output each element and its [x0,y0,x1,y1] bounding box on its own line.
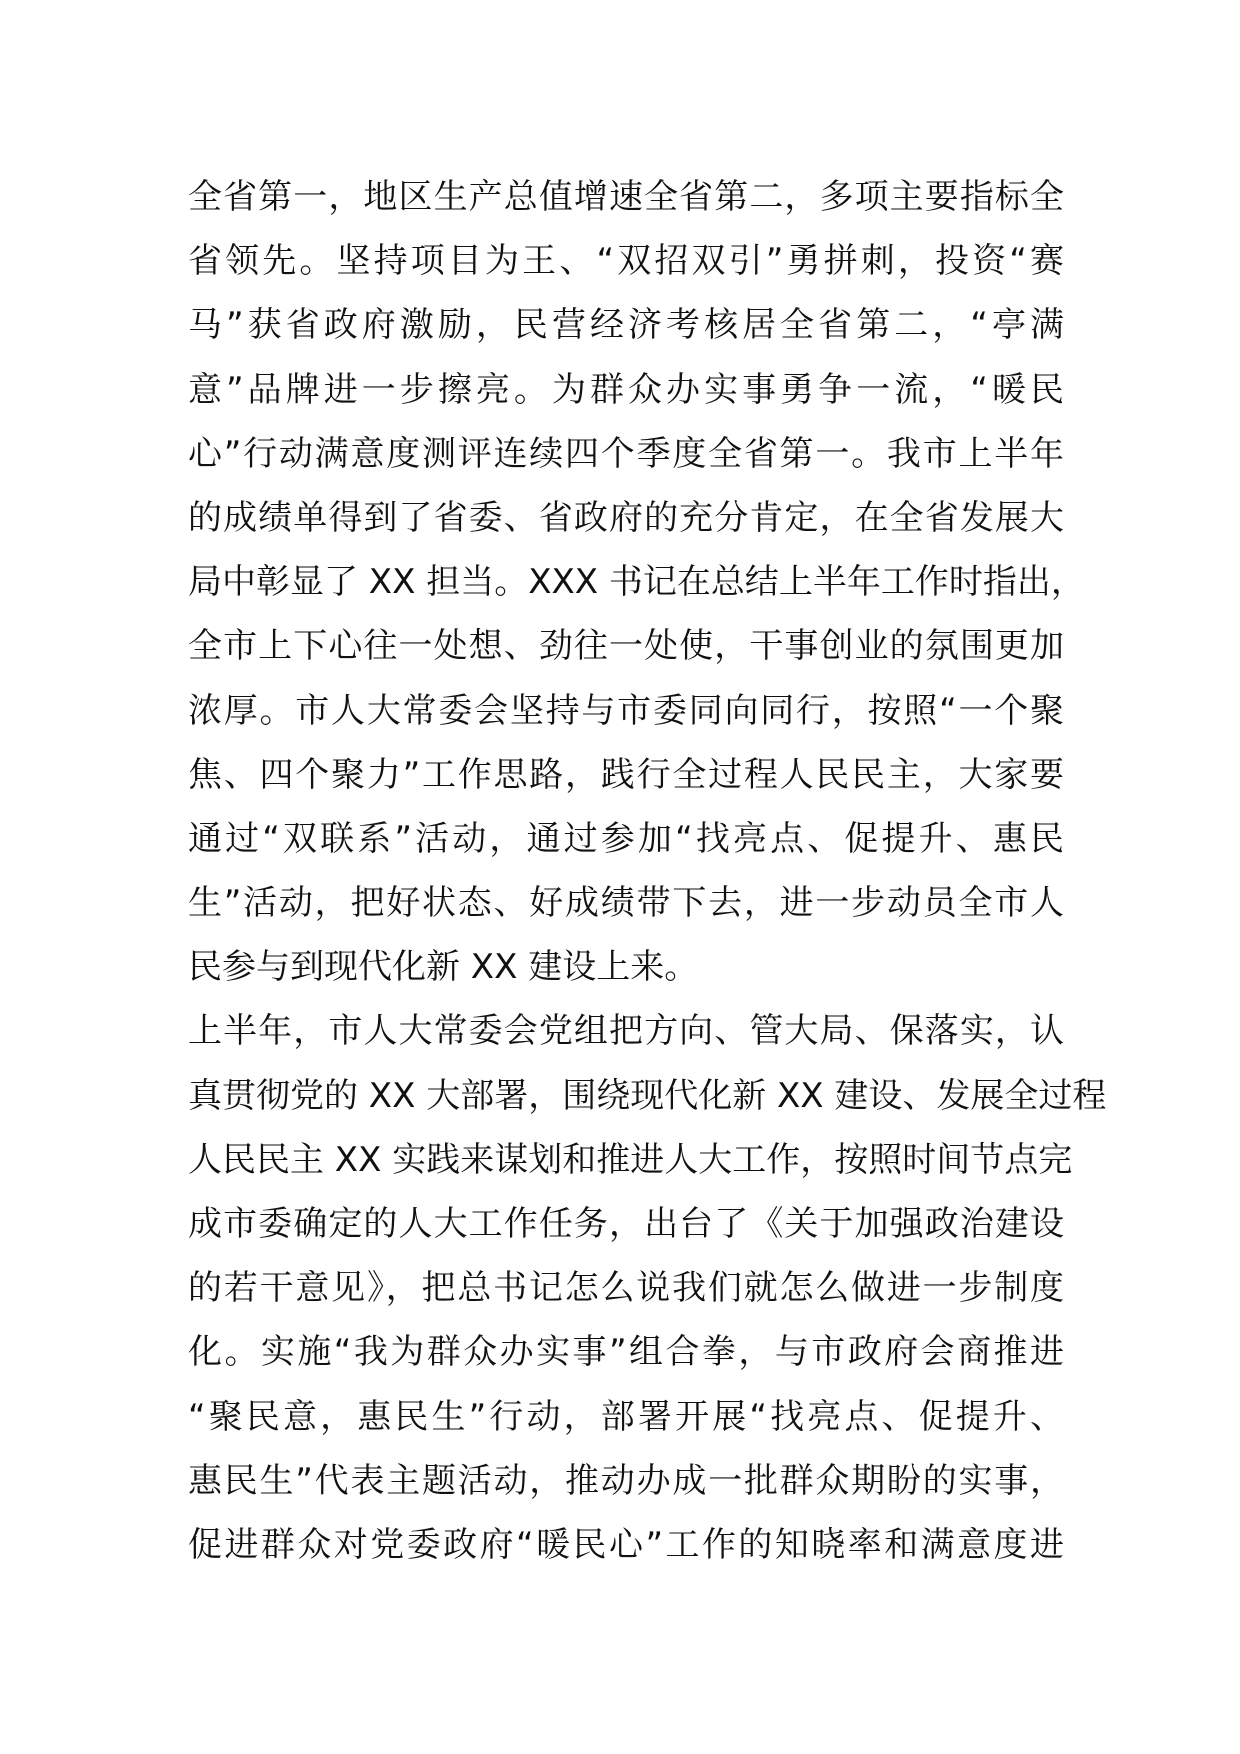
text-line: 化。实施“我为群众办实事”组合拳，与市政府会商推进 [188,1332,1064,1373]
text-line: 的成绩单得到了省委、省政府的充分肯定，在全省发展大 [188,497,1064,538]
text-line: 马”获省政府激励，民营经济考核居全省第二，“亭满 [188,305,1064,346]
text-line: 焦、四个聚力”工作思路，践行全过程人民民主，大家要 [188,754,1064,795]
text-line: 通过“双联系”活动，通过参加“找亮点、促提升、惠民 [188,818,1064,859]
text-line: 真贯彻党的 XX 大部署，围绕现代化新 XX 建设、发展全过程 [188,1075,1107,1116]
text-line: 上半年，市人大常委会党组把方向、管大局、保落实，认 [188,1011,1064,1052]
text-line: 局中彰显了 XX 担当。XXX 书记在总结上半年工作时指出， [188,562,1085,603]
text-line: 省领先。坚持项目为王、“双招双引”勇拼刺，投资“赛 [188,241,1064,282]
text-line: 惠民生”代表主题活动，推动办成一批群众期盼的实事， [188,1460,1064,1501]
text-line: 全市上下心往一处想、劲往一处使，干事创业的氛围更加 [188,626,1064,667]
text-line: “聚民意，惠民生”行动，部署开展“找亮点、促提升、 [188,1396,1064,1437]
text-line: 的若干意见》，把总书记怎么说我们就怎么做进一步制度 [188,1268,1064,1309]
text-line: 心”行动满意度测评连续四个季度全省第一。我市上半年 [188,433,1064,474]
text-line: 促进群众对党委政府“暖民心”工作的知晓率和满意度进 [188,1524,1064,1565]
text-line: 人民民主 XX 实践来谋划和推进人大工作，按照时间节点完 [188,1139,1073,1180]
body-text [188,165,1107,1577]
paragraph [188,165,1085,999]
text-line: 浓厚。市人大常委会坚持与市委同向同行，按照“一个聚 [188,690,1064,731]
text-line: 意”品牌进一步擦亮。为群众办实事勇争一流，“暖民 [188,369,1064,410]
paragraph [188,999,1107,1577]
text-line: 民参与到现代化新 XX 建设上来。 [188,947,699,988]
text-line: 全省第一，地区生产总值增速全省第二，多项主要指标全 [188,177,1064,217]
text-line: 生”活动，把好状态、好成绩带下去，进一步动员全市人 [188,883,1064,924]
text-line: 成市委确定的人大工作任务，出台了《关于加强政治建设 [188,1204,1064,1244]
